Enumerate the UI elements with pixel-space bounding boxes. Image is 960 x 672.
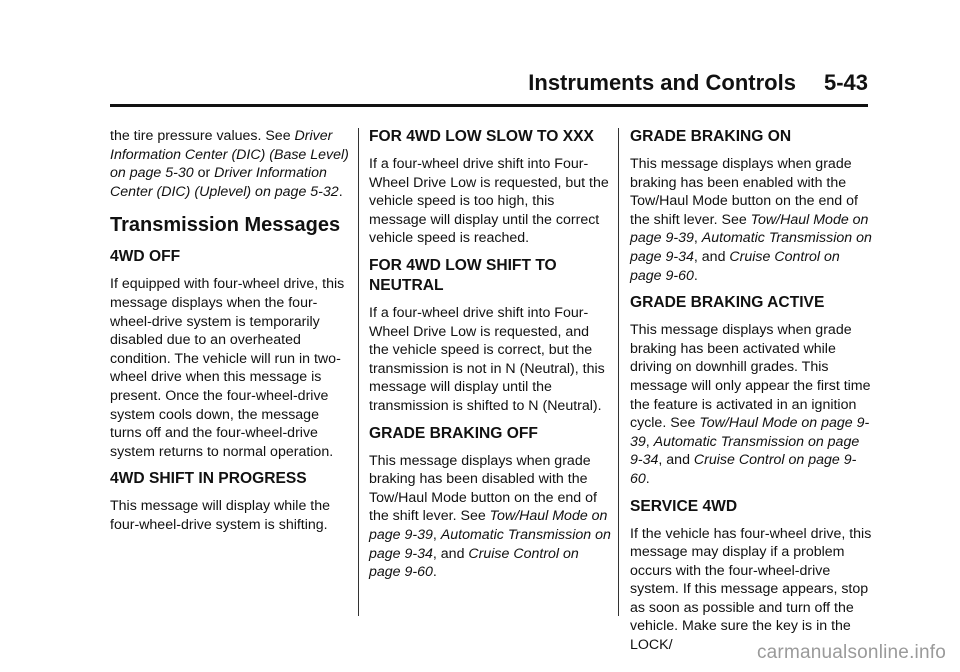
cross-reference-link[interactable]: Driver Information Center (DIC) (Base Level) on page 5-30 [110, 128, 353, 182]
paragraph-text: . [645, 470, 650, 487]
body-paragraph [630, 525, 876, 655]
paragraph-text: , and [658, 452, 694, 469]
paragraph-text: . [338, 183, 343, 200]
message-heading: FOR 4WD LOW SLOW TO XXX [369, 128, 594, 145]
paragraph-text: , and [693, 248, 730, 265]
paragraph-text: If a four-wheel drive shift into Four-Wheel Drive Low is requested, but the vehicle speed is too high, this message will display until the correct vehicle speed is reached. [369, 156, 613, 247]
message-heading: GRADE BRAKING ACTIVE [630, 294, 825, 312]
paragraph-text: If the vehicle has four-wheel drive, this message may display if a problem occurs with the four-wheel-drive system. If this message appears, stop as soon as possible and turn off the vehicle. Make sure the key is in the LOCK/ [630, 525, 876, 654]
paragraph-text: If a four-wheel drive shift into Four-Wheel Drive Low is requested, and the vehicle speed is correct, but the transmission is not in N (Neutral), this message will display until the transmission is shifted to N (Neutral). [369, 304, 609, 414]
cross-reference-link[interactable]: Tow/Haul Mode on page 9-39 [630, 211, 873, 247]
message-heading: FOR 4WD LOW SHIFT TO NEUTRAL [369, 256, 557, 294]
column-1 [110, 127, 353, 543]
section-title: Instruments and Controls [528, 70, 796, 95]
cross-reference-link[interactable]: Automatic Transmission on page 9-34 [630, 230, 876, 265]
cross-reference-link[interactable]: Tow/Haul Mode on page 9-39 [369, 508, 612, 543]
watermark: carmanualsonline.info [756, 642, 946, 663]
message-heading: GRADE BRAKING OFF [369, 424, 538, 442]
paragraph-text: , and [432, 545, 469, 562]
paragraph-text: This message displays when grade braking has been activated while driving on downhill grades. This message will only appear the first time the feature is activated in an ignition cycle. See [630, 322, 875, 432]
body-paragraph [630, 155, 876, 285]
body-paragraph [369, 452, 615, 582]
header-rule [110, 104, 868, 107]
cross-reference-link[interactable]: Driver Information Center (DIC) (Uplevel) on page 5-32 [110, 165, 339, 200]
paragraph-text: , [645, 433, 654, 450]
paragraph-text: , [432, 526, 441, 543]
paragraph-text: , [693, 230, 702, 247]
cross-reference-link[interactable]: Automatic Transmission on page 9-34 [630, 433, 864, 469]
page-number: 5-43 [823, 70, 868, 95]
column-3 [630, 127, 876, 663]
message-heading: SERVICE 4WD [630, 497, 738, 515]
body-paragraph [630, 321, 875, 488]
column-divider-1 [358, 128, 359, 616]
body-paragraph [369, 155, 611, 248]
cross-reference-link[interactable]: Cruise Control on page 9-60 [630, 248, 844, 284]
column-2 [369, 127, 615, 590]
cross-reference-link[interactable]: Tow/Haul Mode on page 9-39 [630, 415, 870, 450]
message-heading: 4WD SHIFT IN PROGRESS [110, 470, 307, 488]
body-paragraph [110, 497, 350, 534]
cross-reference-link[interactable]: Cruise Control on page 9-60 [369, 545, 583, 581]
body-paragraph [110, 127, 353, 201]
page-header [110, 70, 868, 96]
column-divider-2 [618, 128, 619, 616]
paragraph-text: This message displays when grade braking has been disabled with the Tow/Haul Mode button on the end of the shift lever. See [369, 452, 601, 525]
paragraph-text: This message will display while the four-wheel-drive system is shifting. [110, 498, 334, 533]
paragraph-text: If equipped with four-wheel drive, this message displays when the four-wheel-drive system is temporarily disabled due to an overheated condition. The vehicle will run in two-wheel drive when this message is present. Once the four-wheel-drive system cools down, the message turns off and the four-wheel-drive system returns to normal operation. [110, 276, 349, 460]
message-heading: 4WD OFF [110, 248, 181, 266]
paragraph-text: the tire pressure values. See [110, 128, 295, 144]
paragraph-text: . [432, 564, 437, 581]
paragraph-text: This message displays when grade braking has been enabled with the Tow/Haul Mode button on the end of the shift lever. See [630, 156, 862, 228]
cross-reference-link[interactable]: Automatic Transmission on page 9-34 [369, 526, 615, 562]
cross-reference-link[interactable]: Cruise Control on page 9-60 [630, 452, 857, 487]
message-heading: GRADE BRAKING ON [630, 128, 792, 145]
paragraph-text: . [693, 267, 698, 284]
body-paragraph [369, 304, 611, 416]
body-paragraph [110, 275, 350, 461]
section-heading: Transmission Messages [110, 214, 341, 237]
paragraph-text: or [193, 165, 215, 182]
